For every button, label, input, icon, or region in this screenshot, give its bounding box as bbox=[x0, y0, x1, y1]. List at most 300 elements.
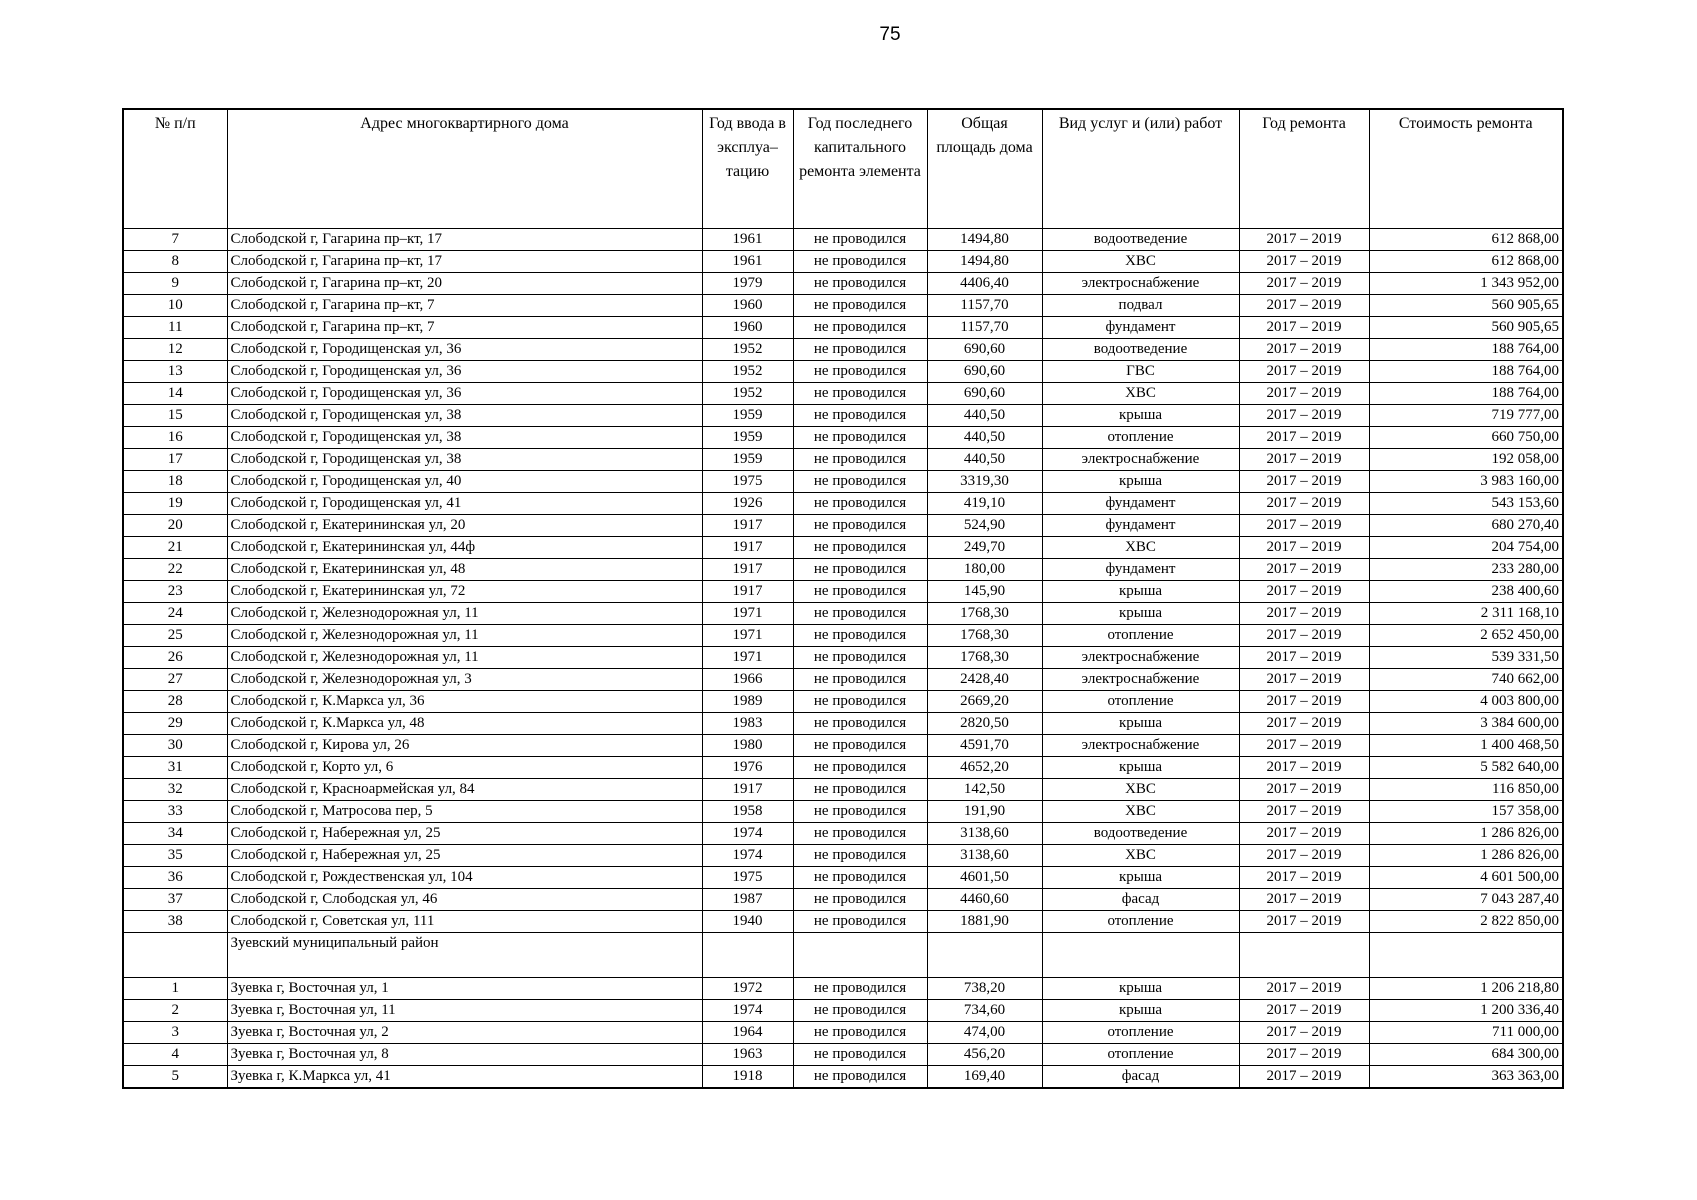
cell-last-repair: не проводился bbox=[793, 295, 927, 317]
cell-num: 36 bbox=[123, 867, 227, 889]
table-row bbox=[123, 493, 1563, 515]
cell-address: Слободской г, Городищенская ул, 36 bbox=[227, 361, 702, 383]
cell-last-repair: не проводился bbox=[793, 537, 927, 559]
cell-repair-period: 2017 – 2019 bbox=[1239, 295, 1369, 317]
cell-year-built: 1974 bbox=[702, 823, 793, 845]
cell-last-repair: не проводился bbox=[793, 735, 927, 757]
section-empty-cell bbox=[1042, 933, 1239, 978]
table-row bbox=[123, 361, 1563, 383]
cell-work: отопление bbox=[1042, 691, 1239, 713]
cell-work: ГВС bbox=[1042, 361, 1239, 383]
cell-cost: 543 153,60 bbox=[1369, 493, 1563, 515]
cell-cost: 188 764,00 bbox=[1369, 339, 1563, 361]
cell-repair-period: 2017 – 2019 bbox=[1239, 735, 1369, 757]
cell-address: Слободской г, Железнодорожная ул, 11 bbox=[227, 603, 702, 625]
header-work: Вид услуг и (или) работ bbox=[1042, 109, 1239, 229]
cell-last-repair: не проводился bbox=[793, 1044, 927, 1066]
cell-last-repair: не проводился bbox=[793, 669, 927, 691]
cell-num: 23 bbox=[123, 581, 227, 603]
cell-area: 169,40 bbox=[927, 1066, 1042, 1089]
cell-area: 191,90 bbox=[927, 801, 1042, 823]
cell-area: 4406,40 bbox=[927, 273, 1042, 295]
cell-num: 5 bbox=[123, 1066, 227, 1089]
cell-num: 16 bbox=[123, 427, 227, 449]
header-num: № п/п bbox=[123, 109, 227, 229]
cell-work: фундамент bbox=[1042, 317, 1239, 339]
cell-address: Слободской г, Гагарина пр–кт, 7 bbox=[227, 295, 702, 317]
table-row bbox=[123, 691, 1563, 713]
cell-last-repair: не проводился bbox=[793, 581, 927, 603]
repair-registry-table bbox=[122, 108, 1564, 1089]
cell-work: электроснабжение bbox=[1042, 735, 1239, 757]
cell-num: 38 bbox=[123, 911, 227, 933]
cell-work: ХВС bbox=[1042, 845, 1239, 867]
cell-last-repair: не проводился bbox=[793, 1022, 927, 1044]
cell-repair-period: 2017 – 2019 bbox=[1239, 823, 1369, 845]
header-repair-period: Год ремонта bbox=[1239, 109, 1369, 229]
cell-year-built: 1960 bbox=[702, 295, 793, 317]
cell-last-repair: не проводился bbox=[793, 273, 927, 295]
cell-repair-period: 2017 – 2019 bbox=[1239, 361, 1369, 383]
header-year-built: Год ввода в эксплуа– тацию bbox=[702, 109, 793, 229]
cell-work: крыша bbox=[1042, 867, 1239, 889]
cell-last-repair: не проводился bbox=[793, 779, 927, 801]
cell-year-built: 1959 bbox=[702, 449, 793, 471]
cell-year-built: 1917 bbox=[702, 559, 793, 581]
cell-work: отопление bbox=[1042, 427, 1239, 449]
cell-work: водоотведение bbox=[1042, 339, 1239, 361]
cell-address: Слободской г, Екатерининская ул, 20 bbox=[227, 515, 702, 537]
cell-repair-period: 2017 – 2019 bbox=[1239, 603, 1369, 625]
cell-repair-period: 2017 – 2019 bbox=[1239, 867, 1369, 889]
cell-area: 3319,30 bbox=[927, 471, 1042, 493]
cell-num: 18 bbox=[123, 471, 227, 493]
table-row bbox=[123, 603, 1563, 625]
cell-area: 2428,40 bbox=[927, 669, 1042, 691]
cell-address: Зуевка г, Восточная ул, 11 bbox=[227, 1000, 702, 1022]
table-row bbox=[123, 273, 1563, 295]
cell-num: 25 bbox=[123, 625, 227, 647]
table-row bbox=[123, 427, 1563, 449]
cell-repair-period: 2017 – 2019 bbox=[1239, 471, 1369, 493]
cell-year-built: 1983 bbox=[702, 713, 793, 735]
cell-num: 21 bbox=[123, 537, 227, 559]
cell-num: 7 bbox=[123, 229, 227, 251]
cell-year-built: 1975 bbox=[702, 867, 793, 889]
cell-address: Слободской г, Железнодорожная ул, 3 bbox=[227, 669, 702, 691]
cell-area: 1157,70 bbox=[927, 317, 1042, 339]
cell-repair-period: 2017 – 2019 bbox=[1239, 779, 1369, 801]
cell-address: Слободской г, Городищенская ул, 41 bbox=[227, 493, 702, 515]
cell-year-built: 1971 bbox=[702, 625, 793, 647]
cell-area: 474,00 bbox=[927, 1022, 1042, 1044]
cell-cost: 719 777,00 bbox=[1369, 405, 1563, 427]
cell-year-built: 1974 bbox=[702, 1000, 793, 1022]
table-row bbox=[123, 339, 1563, 361]
cell-area: 249,70 bbox=[927, 537, 1042, 559]
cell-area: 1494,80 bbox=[927, 229, 1042, 251]
cell-last-repair: не проводился bbox=[793, 911, 927, 933]
cell-address: Слободской г, К.Маркса ул, 48 bbox=[227, 713, 702, 735]
cell-cost: 5 582 640,00 bbox=[1369, 757, 1563, 779]
cell-repair-period: 2017 – 2019 bbox=[1239, 383, 1369, 405]
cell-num: 26 bbox=[123, 647, 227, 669]
cell-last-repair: не проводился bbox=[793, 757, 927, 779]
cell-last-repair: не проводился bbox=[793, 889, 927, 911]
cell-work: подвал bbox=[1042, 295, 1239, 317]
cell-num: 34 bbox=[123, 823, 227, 845]
cell-address: Слободской г, Красноармейская ул, 84 bbox=[227, 779, 702, 801]
cell-num: 20 bbox=[123, 515, 227, 537]
cell-last-repair: не проводился bbox=[793, 449, 927, 471]
cell-last-repair: не проводился bbox=[793, 625, 927, 647]
table-row bbox=[123, 471, 1563, 493]
cell-last-repair: не проводился bbox=[793, 603, 927, 625]
cell-cost: 740 662,00 bbox=[1369, 669, 1563, 691]
cell-repair-period: 2017 – 2019 bbox=[1239, 559, 1369, 581]
cell-work: фасад bbox=[1042, 1066, 1239, 1089]
cell-area: 419,10 bbox=[927, 493, 1042, 515]
cell-last-repair: не проводился bbox=[793, 867, 927, 889]
cell-address: Слободской г, Екатерининская ул, 44ф bbox=[227, 537, 702, 559]
cell-area: 1157,70 bbox=[927, 295, 1042, 317]
cell-year-built: 1917 bbox=[702, 515, 793, 537]
cell-cost: 2 822 850,00 bbox=[1369, 911, 1563, 933]
table-row bbox=[123, 735, 1563, 757]
cell-address: Слободской г, Слободская ул, 46 bbox=[227, 889, 702, 911]
cell-work: крыша bbox=[1042, 978, 1239, 1000]
cell-area: 440,50 bbox=[927, 405, 1042, 427]
cell-num: 15 bbox=[123, 405, 227, 427]
table-row bbox=[123, 229, 1563, 251]
cell-area: 734,60 bbox=[927, 1000, 1042, 1022]
cell-work: фасад bbox=[1042, 889, 1239, 911]
cell-cost: 1 286 826,00 bbox=[1369, 823, 1563, 845]
cell-cost: 7 043 287,40 bbox=[1369, 889, 1563, 911]
cell-last-repair: не проводился bbox=[793, 647, 927, 669]
cell-area: 738,20 bbox=[927, 978, 1042, 1000]
cell-cost: 188 764,00 bbox=[1369, 361, 1563, 383]
cell-address: Слободской г, Набережная ул, 25 bbox=[227, 845, 702, 867]
cell-repair-period: 2017 – 2019 bbox=[1239, 845, 1369, 867]
cell-cost: 1 200 336,40 bbox=[1369, 1000, 1563, 1022]
cell-cost: 2 652 450,00 bbox=[1369, 625, 1563, 647]
cell-cost: 192 058,00 bbox=[1369, 449, 1563, 471]
table-row bbox=[123, 845, 1563, 867]
cell-area: 1768,30 bbox=[927, 625, 1042, 647]
cell-year-built: 1926 bbox=[702, 493, 793, 515]
cell-work: крыша bbox=[1042, 471, 1239, 493]
cell-work: фундамент bbox=[1042, 515, 1239, 537]
table-row bbox=[123, 713, 1563, 735]
table-row bbox=[123, 1066, 1563, 1089]
table-row bbox=[123, 669, 1563, 691]
cell-cost: 233 280,00 bbox=[1369, 559, 1563, 581]
cell-area: 440,50 bbox=[927, 427, 1042, 449]
cell-last-repair: не проводился bbox=[793, 361, 927, 383]
cell-address: Слободской г, Екатерининская ул, 72 bbox=[227, 581, 702, 603]
cell-work: электроснабжение bbox=[1042, 647, 1239, 669]
cell-area: 690,60 bbox=[927, 339, 1042, 361]
cell-address: Зуевка г, К.Маркса ул, 41 bbox=[227, 1066, 702, 1089]
cell-cost: 188 764,00 bbox=[1369, 383, 1563, 405]
cell-repair-period: 2017 – 2019 bbox=[1239, 978, 1369, 1000]
table-row bbox=[123, 823, 1563, 845]
header-address: Адрес многоквартирного дома bbox=[227, 109, 702, 229]
cell-num: 35 bbox=[123, 845, 227, 867]
cell-last-repair: не проводился bbox=[793, 823, 927, 845]
cell-num: 4 bbox=[123, 1044, 227, 1066]
cell-work: крыша bbox=[1042, 405, 1239, 427]
cell-year-built: 1971 bbox=[702, 603, 793, 625]
table-row bbox=[123, 647, 1563, 669]
cell-last-repair: не проводился bbox=[793, 801, 927, 823]
cell-work: отопление bbox=[1042, 911, 1239, 933]
table-row bbox=[123, 911, 1563, 933]
cell-repair-period: 2017 – 2019 bbox=[1239, 911, 1369, 933]
cell-address: Слободской г, Гагарина пр–кт, 17 bbox=[227, 229, 702, 251]
table-row bbox=[123, 867, 1563, 889]
cell-cost: 1 400 468,50 bbox=[1369, 735, 1563, 757]
cell-cost: 1 206 218,80 bbox=[1369, 978, 1563, 1000]
table-row bbox=[123, 383, 1563, 405]
cell-year-built: 1917 bbox=[702, 779, 793, 801]
cell-num: 1 bbox=[123, 978, 227, 1000]
cell-address: Слободской г, Екатерининская ул, 48 bbox=[227, 559, 702, 581]
cell-year-built: 1917 bbox=[702, 537, 793, 559]
cell-repair-period: 2017 – 2019 bbox=[1239, 757, 1369, 779]
table-row bbox=[123, 1044, 1563, 1066]
cell-work: фундамент bbox=[1042, 559, 1239, 581]
cell-cost: 711 000,00 bbox=[1369, 1022, 1563, 1044]
cell-num: 9 bbox=[123, 273, 227, 295]
cell-address: Слободской г, К.Маркса ул, 36 bbox=[227, 691, 702, 713]
cell-address: Слободской г, Советская ул, 111 bbox=[227, 911, 702, 933]
cell-repair-period: 2017 – 2019 bbox=[1239, 625, 1369, 647]
cell-year-built: 1952 bbox=[702, 361, 793, 383]
cell-area: 2669,20 bbox=[927, 691, 1042, 713]
cell-work: ХВС bbox=[1042, 801, 1239, 823]
header-last-repair: Год последнего капитального ремонта элемента bbox=[793, 109, 927, 229]
cell-address: Слободской г, Городищенская ул, 38 bbox=[227, 449, 702, 471]
cell-cost: 238 400,60 bbox=[1369, 581, 1563, 603]
cell-num: 30 bbox=[123, 735, 227, 757]
cell-last-repair: не проводился bbox=[793, 493, 927, 515]
cell-year-built: 1961 bbox=[702, 229, 793, 251]
cell-address: Слободской г, Городищенская ул, 36 bbox=[227, 383, 702, 405]
cell-address: Слободской г, Матросова пер, 5 bbox=[227, 801, 702, 823]
cell-year-built: 1952 bbox=[702, 339, 793, 361]
cell-address: Слободской г, Гагарина пр–кт, 7 bbox=[227, 317, 702, 339]
cell-year-built: 1987 bbox=[702, 889, 793, 911]
cell-num: 10 bbox=[123, 295, 227, 317]
cell-area: 4601,50 bbox=[927, 867, 1042, 889]
cell-cost: 3 384 600,00 bbox=[1369, 713, 1563, 735]
cell-area: 440,50 bbox=[927, 449, 1042, 471]
cell-repair-period: 2017 – 2019 bbox=[1239, 647, 1369, 669]
cell-num: 27 bbox=[123, 669, 227, 691]
cell-year-built: 1959 bbox=[702, 427, 793, 449]
cell-work: отопление bbox=[1042, 1022, 1239, 1044]
cell-year-built: 1961 bbox=[702, 251, 793, 273]
cell-last-repair: не проводился bbox=[793, 1000, 927, 1022]
cell-work: крыша bbox=[1042, 1000, 1239, 1022]
cell-year-built: 1964 bbox=[702, 1022, 793, 1044]
cell-last-repair: не проводился bbox=[793, 1066, 927, 1089]
cell-repair-period: 2017 – 2019 bbox=[1239, 427, 1369, 449]
cell-num: 24 bbox=[123, 603, 227, 625]
cell-year-built: 1940 bbox=[702, 911, 793, 933]
cell-cost: 116 850,00 bbox=[1369, 779, 1563, 801]
cell-address: Зуевка г, Восточная ул, 2 bbox=[227, 1022, 702, 1044]
table-row bbox=[123, 889, 1563, 911]
cell-cost: 157 358,00 bbox=[1369, 801, 1563, 823]
table-row bbox=[123, 779, 1563, 801]
cell-year-built: 1966 bbox=[702, 669, 793, 691]
cell-year-built: 1979 bbox=[702, 273, 793, 295]
cell-year-built: 1960 bbox=[702, 317, 793, 339]
cell-year-built: 1963 bbox=[702, 1044, 793, 1066]
cell-num: 29 bbox=[123, 713, 227, 735]
cell-last-repair: не проводился bbox=[793, 713, 927, 735]
cell-area: 4591,70 bbox=[927, 735, 1042, 757]
table-row bbox=[123, 251, 1563, 273]
cell-cost: 363 363,00 bbox=[1369, 1066, 1563, 1089]
cell-repair-period: 2017 – 2019 bbox=[1239, 251, 1369, 273]
cell-num: 19 bbox=[123, 493, 227, 515]
cell-address: Слободской г, Железнодорожная ул, 11 bbox=[227, 625, 702, 647]
cell-repair-period: 2017 – 2019 bbox=[1239, 405, 1369, 427]
cell-last-repair: не проводился bbox=[793, 339, 927, 361]
table-row bbox=[123, 581, 1563, 603]
cell-num: 32 bbox=[123, 779, 227, 801]
section-title: Зуевский муниципальный район bbox=[227, 933, 702, 978]
table-row bbox=[123, 405, 1563, 427]
table-body bbox=[123, 229, 1563, 1089]
cell-last-repair: не проводился bbox=[793, 515, 927, 537]
cell-cost: 539 331,50 bbox=[1369, 647, 1563, 669]
cell-year-built: 1918 bbox=[702, 1066, 793, 1089]
table-header-row bbox=[123, 109, 1563, 229]
cell-num: 33 bbox=[123, 801, 227, 823]
cell-cost: 680 270,40 bbox=[1369, 515, 1563, 537]
cell-repair-period: 2017 – 2019 bbox=[1239, 273, 1369, 295]
cell-address: Зуевка г, Восточная ул, 1 bbox=[227, 978, 702, 1000]
cell-year-built: 1975 bbox=[702, 471, 793, 493]
section-empty-cell bbox=[927, 933, 1042, 978]
cell-area: 456,20 bbox=[927, 1044, 1042, 1066]
cell-last-repair: не проводился bbox=[793, 229, 927, 251]
cell-repair-period: 2017 – 2019 bbox=[1239, 669, 1369, 691]
page-number: 75 bbox=[879, 24, 901, 45]
cell-area: 524,90 bbox=[927, 515, 1042, 537]
cell-work: отопление bbox=[1042, 1044, 1239, 1066]
cell-num: 13 bbox=[123, 361, 227, 383]
cell-area: 145,90 bbox=[927, 581, 1042, 603]
cell-year-built: 1972 bbox=[702, 978, 793, 1000]
cell-num: 11 bbox=[123, 317, 227, 339]
cell-work: электроснабжение bbox=[1042, 669, 1239, 691]
section-empty-cell bbox=[1369, 933, 1563, 978]
cell-num: 14 bbox=[123, 383, 227, 405]
cell-repair-period: 2017 – 2019 bbox=[1239, 1044, 1369, 1066]
table-row bbox=[123, 515, 1563, 537]
cell-work: крыша bbox=[1042, 603, 1239, 625]
cell-last-repair: не проводился bbox=[793, 427, 927, 449]
cell-address: Слободской г, Городищенская ул, 38 bbox=[227, 427, 702, 449]
cell-repair-period: 2017 – 2019 bbox=[1239, 537, 1369, 559]
cell-repair-period: 2017 – 2019 bbox=[1239, 801, 1369, 823]
cell-last-repair: не проводился bbox=[793, 845, 927, 867]
cell-area: 4652,20 bbox=[927, 757, 1042, 779]
cell-year-built: 1917 bbox=[702, 581, 793, 603]
cell-last-repair: не проводился bbox=[793, 471, 927, 493]
cell-cost: 560 905,65 bbox=[1369, 295, 1563, 317]
cell-repair-period: 2017 – 2019 bbox=[1239, 713, 1369, 735]
table-row bbox=[123, 449, 1563, 471]
cell-work: отопление bbox=[1042, 625, 1239, 647]
cell-year-built: 1974 bbox=[702, 845, 793, 867]
table-row bbox=[123, 1000, 1563, 1022]
cell-num: 22 bbox=[123, 559, 227, 581]
cell-repair-period: 2017 – 2019 bbox=[1239, 889, 1369, 911]
cell-num: 3 bbox=[123, 1022, 227, 1044]
cell-address: Слободской г, Железнодорожная ул, 11 bbox=[227, 647, 702, 669]
cell-last-repair: не проводился bbox=[793, 559, 927, 581]
cell-work: водоотведение bbox=[1042, 229, 1239, 251]
header-cost: Стоимость ремонта bbox=[1369, 109, 1563, 229]
cell-cost: 204 754,00 bbox=[1369, 537, 1563, 559]
cell-address: Слободской г, Набережная ул, 25 bbox=[227, 823, 702, 845]
cell-address: Слободской г, Кирова ул, 26 bbox=[227, 735, 702, 757]
cell-num: 2 bbox=[123, 1000, 227, 1022]
cell-last-repair: не проводился bbox=[793, 383, 927, 405]
cell-repair-period: 2017 – 2019 bbox=[1239, 449, 1369, 471]
cell-repair-period: 2017 – 2019 bbox=[1239, 1066, 1369, 1089]
section-empty-cell bbox=[1239, 933, 1369, 978]
cell-year-built: 1980 bbox=[702, 735, 793, 757]
section-empty-cell bbox=[793, 933, 927, 978]
cell-cost: 684 300,00 bbox=[1369, 1044, 1563, 1066]
section-empty-cell bbox=[702, 933, 793, 978]
cell-area: 1768,30 bbox=[927, 647, 1042, 669]
cell-year-built: 1959 bbox=[702, 405, 793, 427]
cell-last-repair: не проводился bbox=[793, 405, 927, 427]
cell-num: 8 bbox=[123, 251, 227, 273]
cell-work: ХВС bbox=[1042, 779, 1239, 801]
cell-cost: 2 311 168,10 bbox=[1369, 603, 1563, 625]
cell-work: электроснабжение bbox=[1042, 449, 1239, 471]
cell-address: Слободской г, Городищенская ул, 40 bbox=[227, 471, 702, 493]
cell-repair-period: 2017 – 2019 bbox=[1239, 339, 1369, 361]
cell-work: водоотведение bbox=[1042, 823, 1239, 845]
cell-repair-period: 2017 – 2019 bbox=[1239, 229, 1369, 251]
cell-year-built: 1958 bbox=[702, 801, 793, 823]
cell-repair-period: 2017 – 2019 bbox=[1239, 317, 1369, 339]
table-row bbox=[123, 801, 1563, 823]
cell-area: 4460,60 bbox=[927, 889, 1042, 911]
cell-work: фундамент bbox=[1042, 493, 1239, 515]
cell-address: Слободской г, Рождественская ул, 104 bbox=[227, 867, 702, 889]
cell-area: 2820,50 bbox=[927, 713, 1042, 735]
cell-year-built: 1976 bbox=[702, 757, 793, 779]
cell-cost: 3 983 160,00 bbox=[1369, 471, 1563, 493]
cell-cost: 612 868,00 bbox=[1369, 251, 1563, 273]
section-row bbox=[123, 933, 1563, 978]
table-row bbox=[123, 625, 1563, 647]
cell-repair-period: 2017 – 2019 bbox=[1239, 493, 1369, 515]
cell-last-repair: не проводился bbox=[793, 317, 927, 339]
